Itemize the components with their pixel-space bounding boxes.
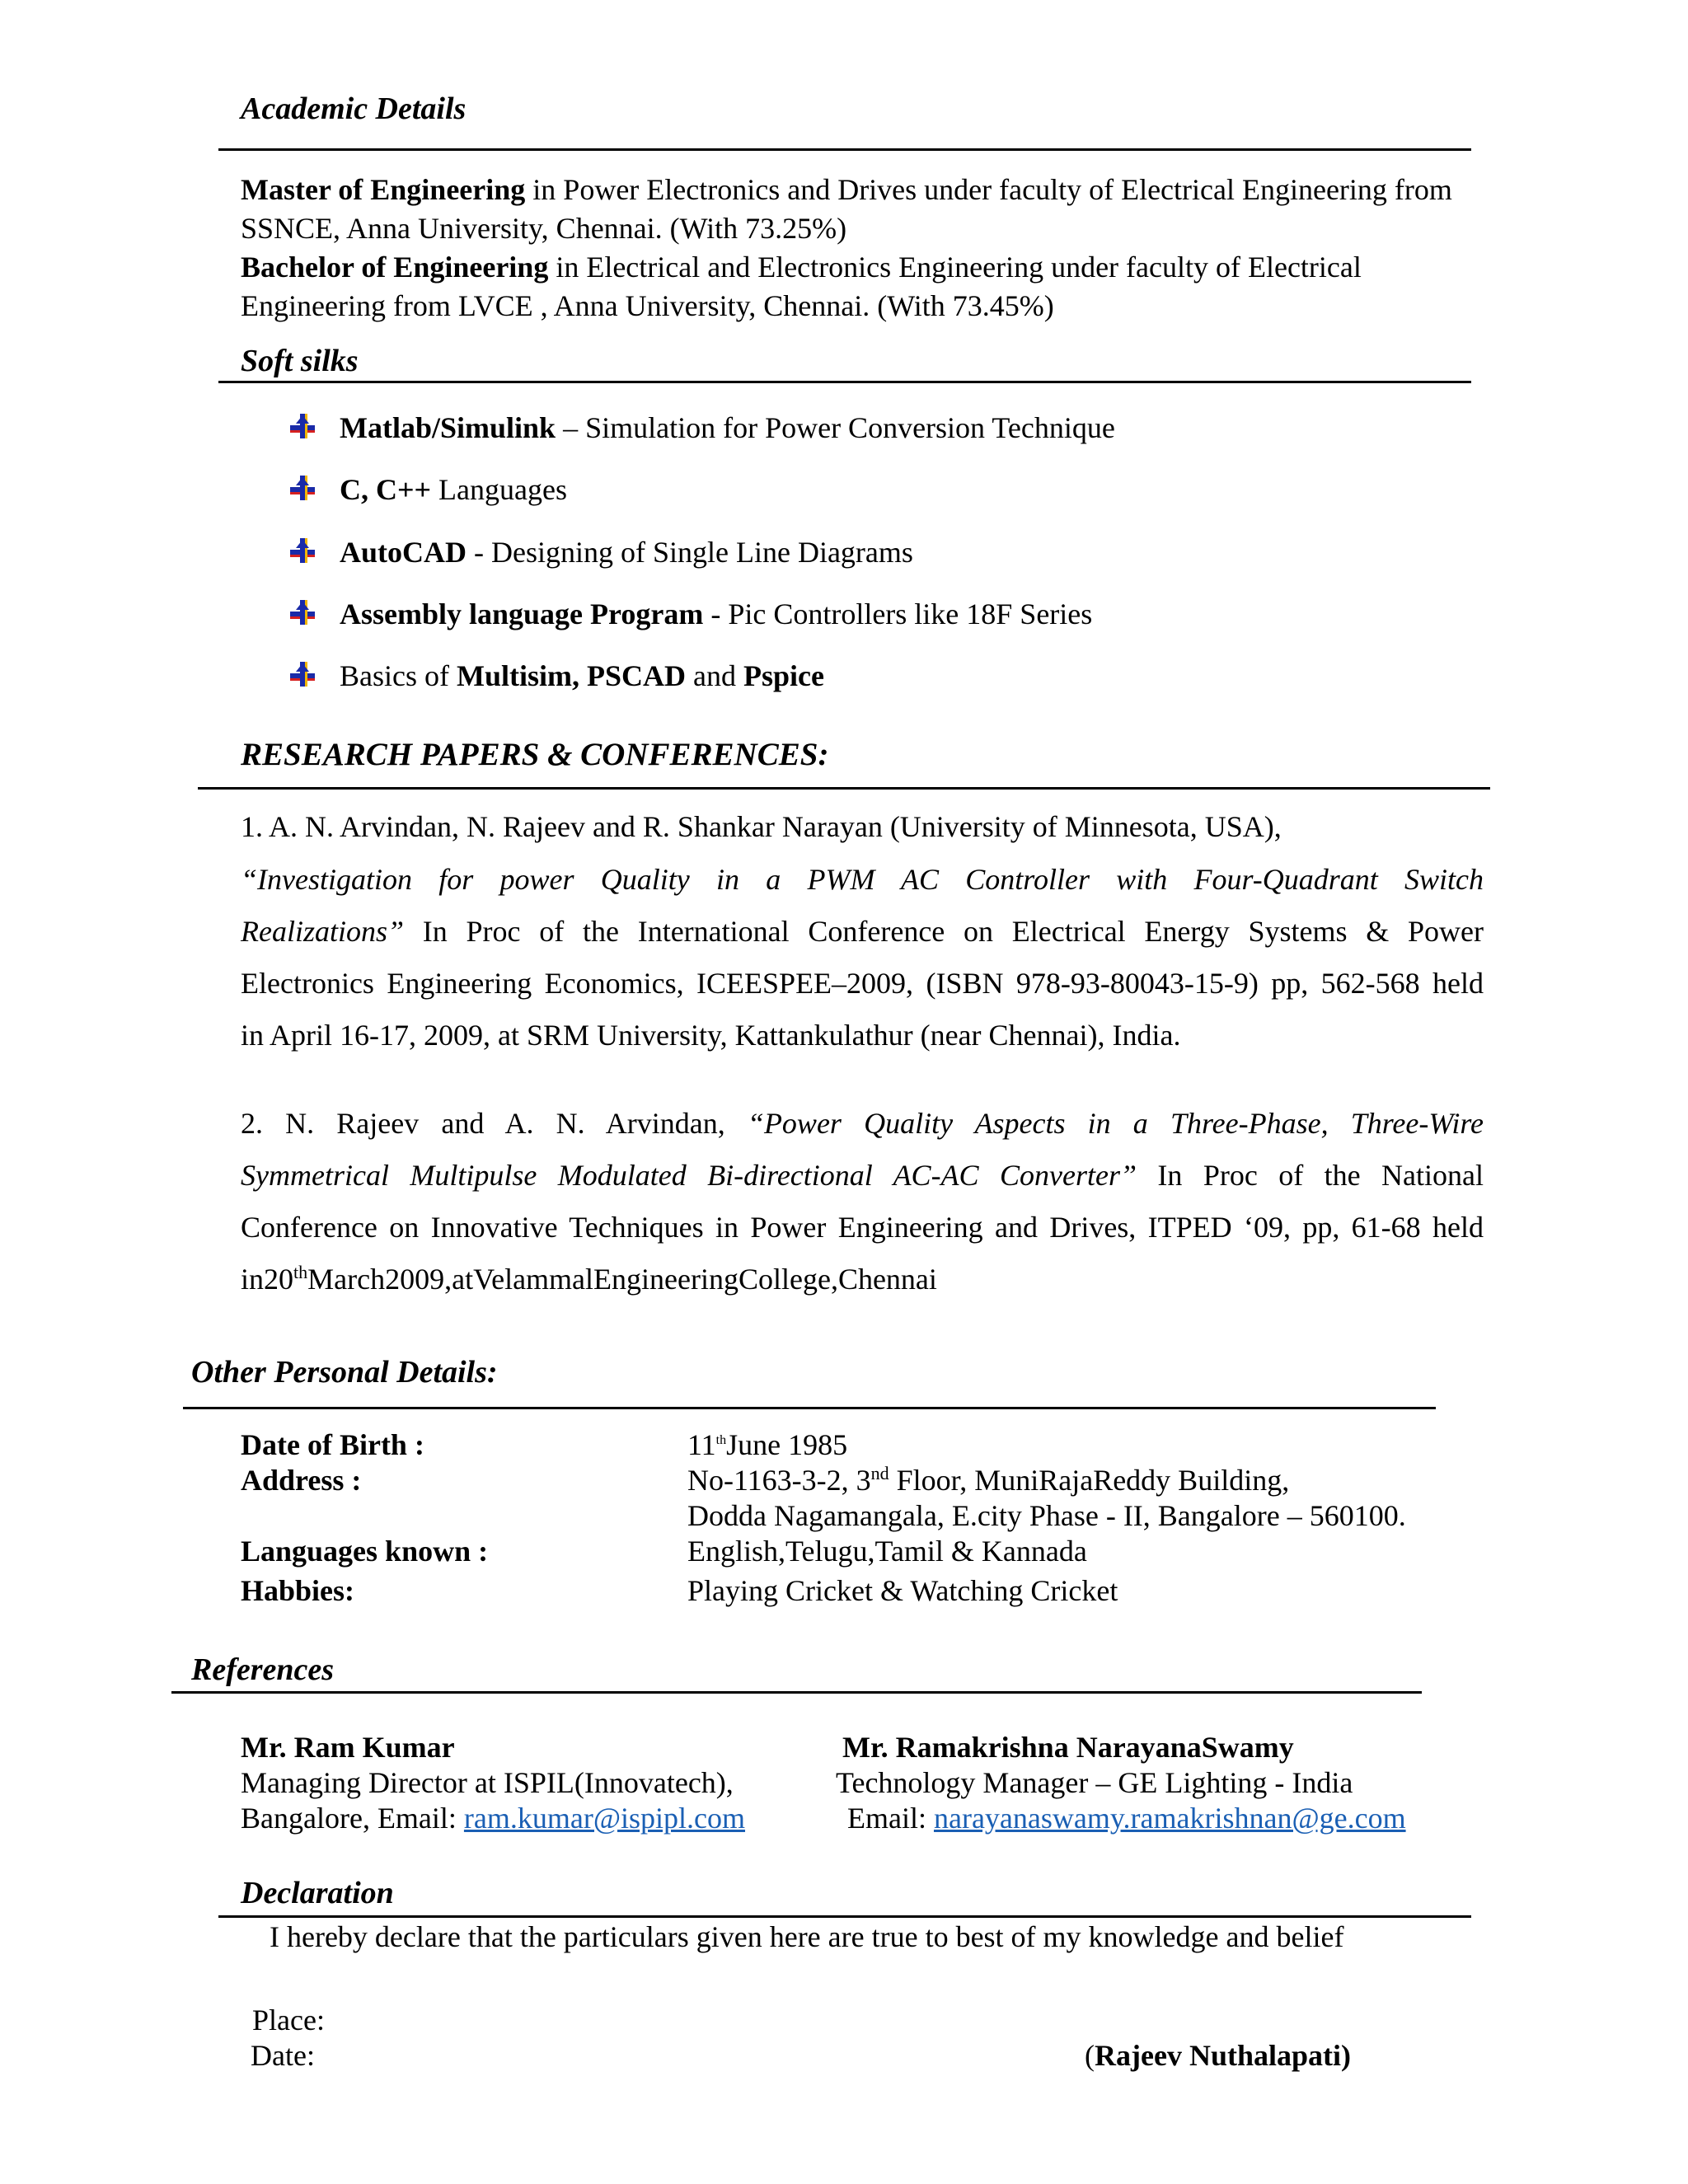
ref2-email-link[interactable]: narayanaswamy.ramakrishnan@ge.com	[933, 1802, 1406, 1835]
skill-name: AutoCAD	[340, 536, 467, 569]
references-heading: References	[191, 1652, 335, 1687]
arrow-cross-bullet-icon	[290, 662, 315, 687]
address-label: Address :	[241, 1464, 362, 1497]
dob-label: Date of Birth :	[241, 1428, 424, 1461]
paper1-title-line: “Investigation for power Quality in a PWM AC Controller with Four-Quadrant Switch	[241, 863, 1484, 896]
skill-desc: - Designing of Single Line Diagrams	[467, 536, 913, 569]
skill-text	[340, 471, 567, 509]
academic-be-line1	[241, 248, 1362, 286]
personal-rule	[183, 1407, 1436, 1409]
ref2-email-line	[847, 1799, 1406, 1837]
skill-text	[340, 657, 824, 695]
signature-paren: (	[1085, 2039, 1095, 2072]
ref1-email-link[interactable]: ram.kumar@ispipl.com	[463, 1802, 746, 1835]
arrow-cross-bullet-icon	[290, 414, 315, 438]
address-line2: Dodda Nagamangala, E.city Phase - II, Bangalore – 560100.	[687, 1499, 1406, 1532]
academic-me-line1	[241, 171, 1452, 209]
academic-me-line2: SSNCE, Anna University, Chennai. (With 73.25%)	[241, 212, 847, 245]
paper1-proc: In Proc of the International Conference on Electrical Energy Systems & Power	[404, 915, 1484, 948]
be-degree: Bachelor of Engineering	[241, 251, 549, 284]
hobbies-label: Habbies:	[241, 1574, 355, 1607]
paper2-line1	[241, 1104, 1484, 1142]
skill-text	[340, 409, 1115, 447]
declaration-heading: Declaration	[241, 1876, 394, 1910]
paper1-title-end: Realizations”	[241, 915, 405, 948]
address-sup: nd	[870, 1463, 889, 1483]
paper2-date-sup: th	[293, 1262, 308, 1282]
arrow-cross-bullet-icon	[290, 600, 315, 625]
address-part2: Floor, MuniRajaReddy Building,	[889, 1464, 1290, 1497]
paper2-venue: March2009,atVelammalEngineeringCollege,Chennai	[307, 1263, 937, 1296]
skill-desc: Languages	[431, 473, 567, 506]
skill-name: C, C++	[340, 473, 432, 506]
skill-name: Matlab/Simulink	[340, 411, 556, 444]
dob-day: 11	[687, 1428, 716, 1461]
skill-joiner: and	[685, 659, 743, 692]
academic-details-heading: Academic Details	[241, 91, 467, 126]
ref2-role: Technology Manager – GE Lighting - India	[836, 1766, 1353, 1799]
research-heading: RESEARCH PAPERS & CONFERENCES:	[241, 737, 829, 772]
languages-label: Languages known :	[241, 1535, 489, 1568]
skills-rule	[218, 381, 1471, 383]
skill-text	[340, 595, 1092, 633]
ref1-role: Managing Director at ISPIL(Innovatech),	[241, 1766, 734, 1799]
skill-desc: - Pic Controllers like 18F Series	[703, 598, 1093, 630]
signature-text: Rajeev Nuthalapati)	[1095, 2039, 1351, 2072]
arrow-cross-bullet-icon	[290, 538, 315, 563]
paper2-proc: In Proc of the National	[1136, 1159, 1484, 1192]
skill-prefix: Basics of	[340, 659, 457, 692]
soft-skills-heading: Soft silks	[241, 344, 359, 378]
ref1-email-label: Bangalore, Email:	[241, 1802, 464, 1835]
skill-name: Multisim, PSCAD	[456, 659, 686, 692]
research-rule	[198, 787, 1490, 790]
dob-month-year: June 1985	[726, 1428, 848, 1461]
place-label: Place:	[252, 2004, 325, 2036]
paper2-line3: Conference on Innovative Techniques in Power Engineering and Drives, ITPED ‘09, pp, 61-68 held	[241, 1211, 1484, 1244]
me-degree: Master of Engineering	[241, 173, 526, 206]
skill-desc: – Simulation for Power Conversion Technique	[556, 411, 1115, 444]
personal-details-heading: Other Personal Details:	[191, 1355, 498, 1390]
address-part1: No-1163-3-2, 3	[687, 1464, 871, 1497]
signature-name	[1085, 2036, 1351, 2074]
skill-text	[340, 533, 913, 571]
ref1-name: Mr. Ram Kumar	[241, 1731, 455, 1764]
paper1-line5: in April 16-17, 2009, at SRM University, Kattankulathur (near Chennai), India.	[241, 1019, 1181, 1052]
academic-be-line2: Engineering from LVCE , Anna University, Chennai. (With 73.45%)	[241, 289, 1054, 322]
hobbies-value: Playing Cricket & Watching Cricket	[687, 1574, 1118, 1607]
ref1-email-line	[241, 1799, 745, 1837]
dob-value	[687, 1426, 847, 1464]
ref2-name: Mr. Ramakrishna NarayanaSwamy	[842, 1731, 1294, 1764]
date-label: Date:	[251, 2039, 315, 2072]
arrow-cross-bullet-icon	[290, 476, 315, 500]
be-detail: in Electrical and Electronics Engineering under faculty of Electrical	[548, 251, 1362, 284]
paper2-title-start: “Power Quality Aspects in a Three-Phase, Three-Wire	[747, 1107, 1484, 1140]
skill-name-2: Pspice	[743, 659, 824, 692]
paper2-date-prefix: in20	[241, 1263, 294, 1296]
me-detail: in Power Electronics and Drives under faculty of Electrical Engineering from	[525, 173, 1452, 206]
paper2-line4	[241, 1260, 1484, 1298]
languages-value: English,Telugu,Tamil & Kannada	[687, 1535, 1087, 1568]
paper2-line2	[241, 1156, 1484, 1194]
address-line1	[687, 1461, 1289, 1499]
skill-name: Assembly language Program	[340, 598, 704, 630]
paper1-line4: Electronics Engineering Economics, ICEESPEE–2009, (ISBN 978-93-80043-15-9) pp, 562-568 held	[241, 967, 1484, 1000]
paper2-title-end: Symmetrical Multipulse Modulated Bi-directional AC-AC Converter”	[241, 1159, 1137, 1192]
paper2-authors: 2. N. Rajeev and A. N. Arvindan,	[241, 1107, 748, 1140]
declaration-text: I hereby declare that the particulars given here are true to best of my knowledge and belief	[270, 1920, 1344, 1953]
references-rule	[171, 1691, 1422, 1694]
paper1-line1: 1. A. N. Arvindan, N. Rajeev and R. Shankar Narayan (University of Minnesota, USA),	[241, 810, 1282, 843]
ref2-email-label: Email:	[847, 1802, 934, 1835]
dob-sup: th	[715, 1433, 727, 1447]
academic-rule	[218, 148, 1471, 151]
paper1-line3	[241, 912, 1484, 950]
